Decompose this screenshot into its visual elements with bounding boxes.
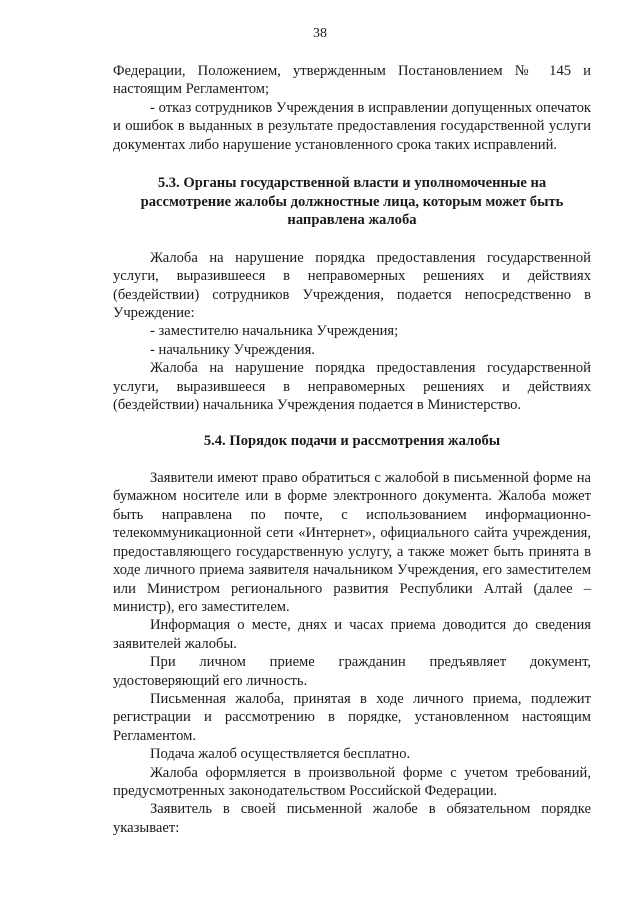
section-5-4-paragraph: Письменная жалоба, принятая в ходе личного приема, подлежит регистрации и рассмотрению в порядке, установленном настоящим Регламентом. (113, 690, 591, 744)
section-5-3-heading: 5.3. Органы государственной власти и уполномоченные на рассмотрение жалобы должностные лица, которым может быть направлена жалоба (140, 175, 564, 229)
document-body (113, 62, 591, 837)
section-5-3-list-item: - заместителю начальника Учреждения; (150, 323, 399, 340)
section-5-4-paragraph: Жалоба оформляется в произвольной форме с учетом требований, предусмотренных законодательством Российской Федерации. (113, 764, 591, 799)
section-5-4-heading: 5.4. Порядок подачи и рассмотрения жалобы (203, 433, 501, 450)
continuation-paragraph: Федерации, Положением, утвержденным Постановлением № 145 и настоящим Регламентом; (113, 63, 591, 98)
continuation-list-item: - отказ сотрудников Учреждения в исправлении допущенных опечаток и ошибок в выданных в результате предоставления государственной услуги документах либо нарушение установленного срока таких исправлений. (113, 99, 591, 153)
section-5-3-paragraph: Жалоба на нарушение порядка предоставления государственной услуги, выразившееся в неправомерных решениях и действиях (бездействии) сотрудников Учреждения, подается непосредственно в Учреждение: (113, 249, 591, 322)
section-5-3-paragraph: Жалоба на нарушение порядка предоставления государственной услуги, выразившееся в неправомерных решениях и действиях (бездействии) начальника Учреждения подается в Министерство. (113, 360, 591, 414)
section-5-4-paragraph: При личном приеме гражданин предъявляет документ, удостоверяющий его личность. (113, 654, 591, 689)
section-5-4-paragraph: Подача жалоб осуществляется бесплатно. (150, 746, 411, 763)
page-number: 38 (313, 26, 327, 41)
section-5-4-paragraph: Заявители имеют право обратиться с жалобой в письменной форме на бумажном носителе или в форме электронного документа. Жалоба может быть направлена по почте, с использованием информационно-телекоммуникационной сети «Интернет», официального сайта учреждения, предоставляющего государственную услугу, а также может быть принята в ходе личного приема заявителя начальником Учреждения, его заместителем или Министром регионального развития Республики Алтай (далее – министр), его заместителем. (113, 470, 591, 615)
section-5-4-paragraph: Заявитель в своей письменной жалобе в обязательном порядке указывает: (113, 801, 591, 836)
section-5-3-list-item: - начальнику Учреждения. (150, 341, 315, 358)
section-5-4-paragraph: Информация о месте, днях и часах приема доводится до сведения заявителей жалобы. (113, 617, 591, 652)
